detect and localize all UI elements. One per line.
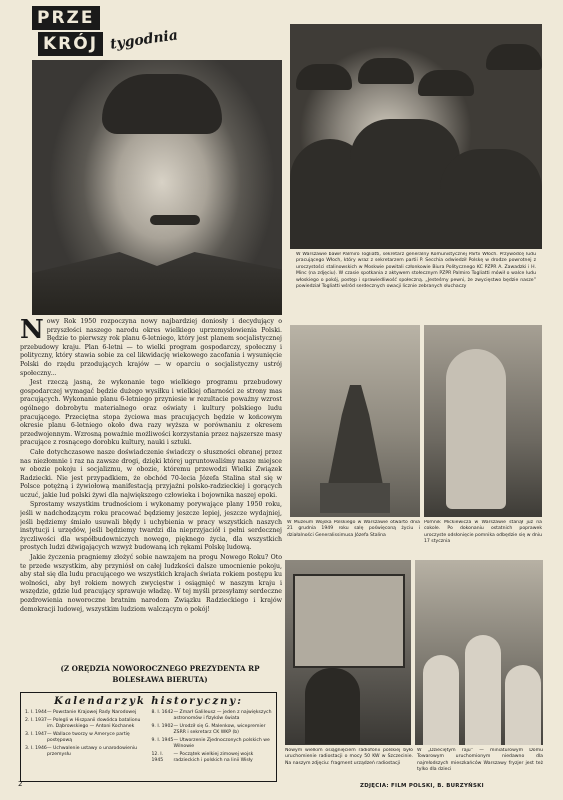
caption-togliatti: W Warszawie bawił Palmiro Togliatti, sekretarz generalny Komunistycznej Partii Włoch. Przywódcę ludu pracującego Włoch, który wraz z sekretarzem partii P. Secchia odwiedził Polskę w drodze powrotnej z uroczystości stalinowskich w Moskwie powitali członkowie Biura Politycznego KC PZPR A. Zawadzki i H. Minc (na zdjęciu). W czasie spotkania z aktywem stołecznym PZPR Palmiro Togliatti mówił o walce ludu włoskiego o pokój, postęp i sprawiedliwość społeczną. „Jesteśmy pewni, że zwycięstwo będzie nasze” powiedział Togliatti wśród serdecznych owacji licznie zebranych słuchaczy [296,252,536,290]
caption-museum: W Muzeum Wojska Polskiego w Warszawie otwarto dnia 21 grudnia 1949 roku salę poświęconą życiu i działalności Generalissimusa Józefa Stalina [287,520,420,538]
portrait-moustache [150,215,200,225]
photo-figure [505,665,541,745]
photo-credit: ZDJĘCIA: FILM POLSKI, B. BURZYŃSKI [360,783,484,789]
mickiewicz-monument-photo [424,325,542,517]
photo-statue [328,385,383,485]
photo-figure [440,149,542,249]
photo-figure [423,655,459,745]
caption-mickiewicz: Pomnik Mickiewicza w Warszawie stanął już na cokole. Po dokonaniu ostatnich poprawek uroczyste odsłonięcie pomnika odbędzie się w dniu 17 stycznia [424,520,542,545]
photo-hat [418,70,474,96]
radio-station-photo [285,560,411,745]
photo-figure [465,635,501,745]
calendar-entry: 2. I. 1937 — Polegli w Hiszpanii dowódca batalionu im. Dąbrowskiego — Antoni Kochanek [25,718,141,729]
page-number: 2 [18,780,23,788]
calendar-entry: 12. I. 1945 — Początek wielkiej zimowej wojsk radzieckich i polskich na linii Wisły [151,752,254,763]
article-paragraph: Jest rzeczą jasną, że wykonanie tego wielkiego programu przebudowy gospodarczej wymagać będzie dużego wysiłku i wielkiej ofiarności ze strony mas pracujących. Wykonanie planu 6-letniego przyniesie w rezultacie poważny wzrost ogólnego dobrobytu materialnego oraz oświaty i kultury polskiego ludu pracującego. Przeciętna stopa życiowa mas pracujących będzie w końcowym okresie planu 6-letniego około dwa razy wyższa w porównaniu z okresem przedwojennym. Wzrosną powaźnie możliwości korzystania przez najszersze masy pracujące z rosnącego dorobku kultury, nauki i sztuki. [20,379,282,447]
masthead-word-kroj: KRÓJ [38,32,103,56]
photo-pedestal [320,483,390,513]
calendar-entry: 8. I. 1642 — Zmarł Galileusz — jeden z największych astronomów i fizyków świata [151,710,272,721]
masthead-word-prze: PRZE [32,6,100,30]
article-paragraph: Całe dotychczasowe nasze doświadczenie świadczy o słuszności obranej przez nas niezłomnie i raz na zawsze drogi, dzięki której ugruntowaliśmy nasze miejsce w obozie pokoju i socjalizmu, w obozie, któremu przewodzi Wielki Związek Radziecki. Nie jest przypadkiem, że obchód 70-lecia Józefa Stalina stał się w Polsce potężną i żywiołową manifestacją przyjaźni polsko-radzieckiej i gorących uczuć, jakie lud polski żywi dla największego człowieka i bojownika naszej epoki. [20,448,282,499]
portrait-photo [32,60,282,315]
calendar-entry: 3. I. 1946 — Uchwalenie ustawy o unarodowieniu przemysłu [25,746,138,757]
calendar-entry: 1. I. 1944 — Powstanie Krajowej Rady Narodowej [25,710,137,715]
article-paragraph: Sprostamy wszystkim trudnościom i wykonamy porywające plany 1950 roku, jeśli w nadchodzącym roku pracować będziemy jeszcze lepiej, jeszcze wydajniej, jeśli będziemy śmiało usuwali błędy i uchybienia w pracy wszystkich naszych instytucji i urzędów, jeśli będziemy twardzi dla nieprzyjaciół i pełni serdecznej życzliwości dla współbudowniczych nowego, pięknego życia, dla wszystkich prostych ludzi dźwigających wzwyż budowaną ich rękami Polskę ludową. [20,501,282,552]
masthead-word-tygodnia: tygodnia [109,27,179,53]
article-paragraph: Nowy Rok 1950 rozpoczyna nowy najbardziej doniosły i decydujący o przyszłości naszego narodu okres wielkiego uprzemysłowienia Polski. Będzie to pierwszy rok planu 6-letniego, który jest planem socjalistycznej przebudowy kraju. Plan 6-letni — to wielki program gospodarczy, społeczny i polityczny, który stawia sobie za cel likwidację wiekowego zacofania i wysunięcie Polski do rzędu przodujących krajów — w oparciu o socjalistyczny ustrój społeczny... [20,318,282,377]
calendar-entry: 9. I. 1945 — Utworzenie Zjednoczonych polskich we Wilnowie [151,738,270,749]
portrait-suit [32,245,282,315]
caption-radio: Nowym wielkim osiągnięciem radiofonii polskiej było uruchomienie radiostacji o mocy 50 KW w Szczecinie. Na naszym zdjęciu: fragment urządzeń radiostacji [285,748,413,766]
calendar-column-left [25,710,146,766]
photo-operator [305,668,360,744]
new-year-article [20,318,282,690]
photo-hat [358,58,414,84]
photo-hat [296,64,352,90]
museum-photo [290,325,420,517]
article-dropcap: N [20,318,44,345]
calendar-entry: 9. I. 1902 — Urodził się G. Malenkow, wicepremier ZSRR i sekretarz CK WKP (b) [151,724,266,735]
photo-hat [486,44,542,70]
photo-control-panel [293,574,405,668]
photo-monument [446,349,506,509]
calendar-entry: 3. I. 1947 — Wallace tworzy w Ameryce partię postępową [25,732,130,743]
masthead [32,6,192,58]
calendar-title: Kalendarzyk historyczny: [54,696,243,707]
calendar-column-right [152,710,273,766]
article-paragraph: Jakie życzenia pragniemy złożyć sobie nawzajem na progu Nowego Roku? Oto te przede wszystkim, aby przyniósł on całej ludzkości dalsze umocnienie pokoju, aby stał się dla ludu pracującego we wszystkich krajach świata rokiem postępu ku wolności, aby był rokiem nowych zwycięstw i osiągnięć w naszym kraju i wszędzie, gdzie lud pracujący sprawuje władzę. W tej myśli przesyłamy serdeczne pozdrowienia noworoczne bratnim narodom Związku Radzieckiego i krajów demokracji ludowej, wszystkim ludziom walczącym o pokój! [20,554,282,613]
togliatti-photo [290,24,542,249]
portrait-hair [102,74,222,134]
caption-store: W „Dzieciętym raju” — miniaturowym Domu Towarowym uruchomionym niedawno dla najmłodszych mieszkańców Warszawy fryzjer jest też tylko dla dzieci [417,748,543,773]
historical-calendar-box [20,692,277,782]
article-signature: (Z ORĘDZIA NOWOROCZNEGO PREZYDENTA RP BOLESŁAWA BIERUTA) [60,664,260,684]
childrens-store-photo [415,560,543,745]
